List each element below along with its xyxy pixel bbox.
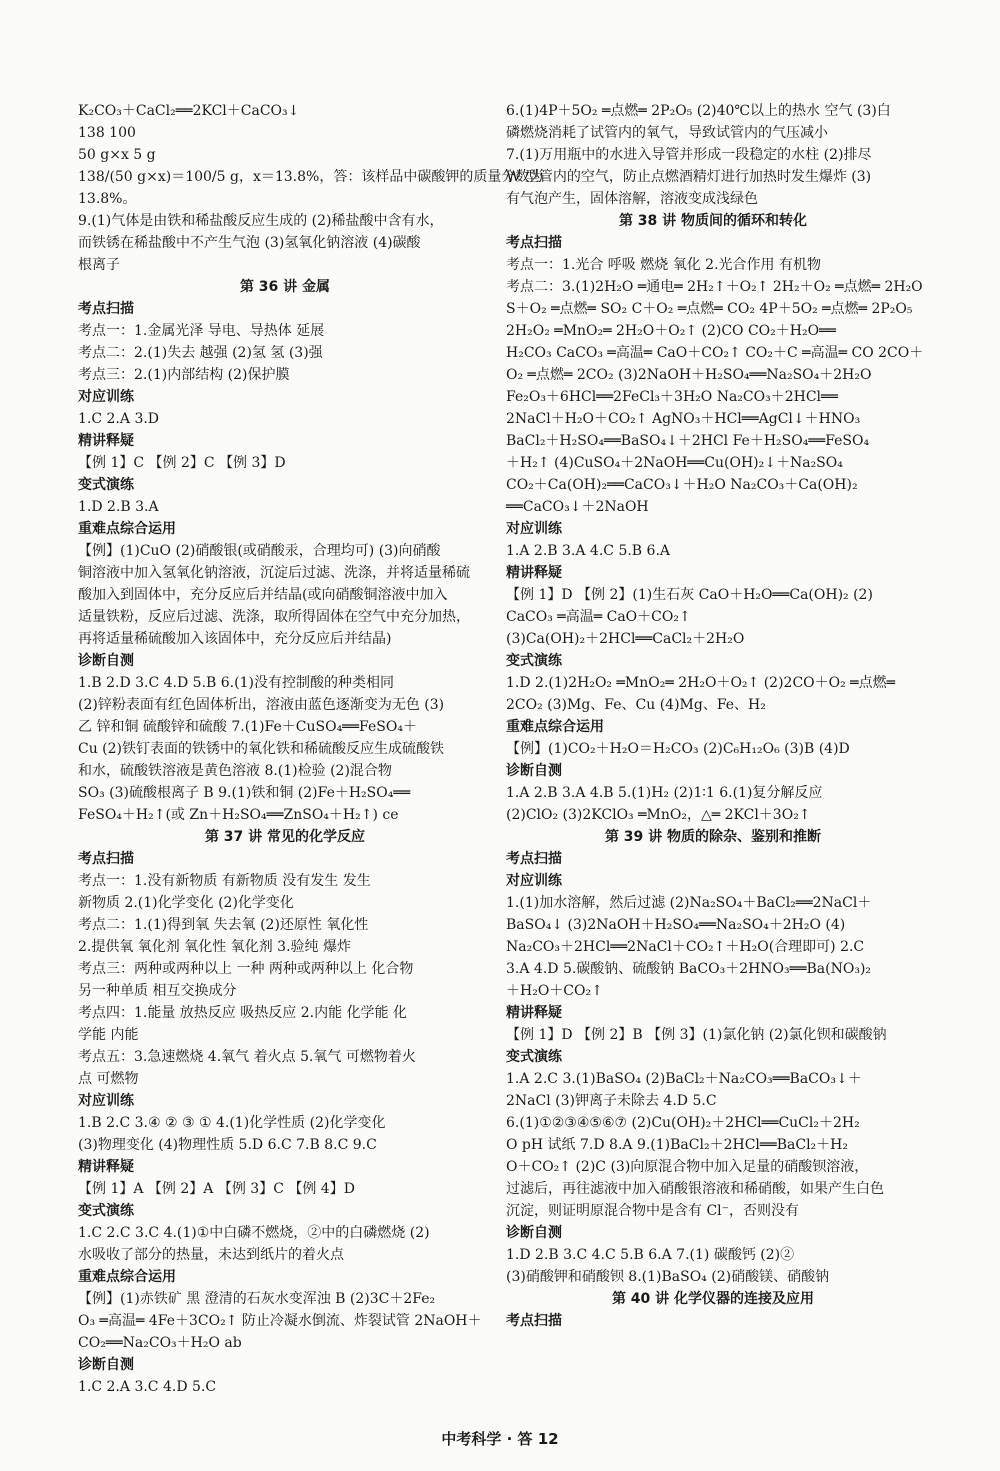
answer-line: 【例 1】D 【例 2】B 【例 3】(1)氯化钠 (2)氯化钡和碳酸钠 [506,1027,887,1043]
section-heading: 精讲释疑 [506,565,562,581]
section-heading: 诊断自测 [506,763,562,779]
lecture-heading: 第 40 讲 化学仪器的连接及应用 [611,1291,815,1307]
answer-line: 6.(1)①②③④⑤⑥⑦ (2)Cu(OH)₂＋2HCl══CuCl₂＋2H₂ [506,1115,860,1131]
answer-line: ══CaCO₃↓＋2NaOH [506,499,649,515]
answer-line: FeSO₄＋H₂↑(或 Zn＋H₂SO₄══ZnSO₄＋H₂↑) ce [78,807,399,823]
answer-line: (3)硝酸钾和硝酸钡 8.(1)BaSO₄ (2)硝酸镁、硝酸钠 [506,1269,830,1285]
answer-line: 2NaCl＋H₂O＋CO₂↑ AgNO₃＋HCl══AgCl↓＋HNO₃ [506,411,861,427]
answer-line: 有气泡产生，固体溶解，溶液变成浅绿色 [506,191,758,207]
answer-line: (2)ClO₂ (3)2KClO₃ ═MnO₂，△═ 2KCl＋3O₂↑ [506,807,811,823]
answer-line: 酸加入到固体中，充分反应后并结晶(或向硝酸铜溶液中加入 [78,587,448,603]
answer-line: 【例】(1)赤铁矿 黑 澄清的石灰水变浑浊 B (2)3C＋2Fe₂ [78,1291,436,1307]
answer-line: 1.D 2.B 3.C 4.C 5.B 6.A 7.(1) 碳酸钙 (2)② [506,1247,795,1263]
answer-line: 【例】(1)CuO (2)硝酸银(或硝酸汞，合理均可) (3)向硝酸 [78,543,441,559]
answer-line: 考点三：2.(1)内部结构 (2)保护膜 [78,367,290,383]
answer-line: 1.C 2.A 3.D [78,411,160,427]
answer-line: 1.D 2.(1)2H₂O₂ ═MnO₂═ 2H₂O＋O₂↑ (2)2CO＋O₂ ═点燃═ [506,675,896,691]
section-heading: 变式演练 [78,477,134,493]
page-footer: 中考科学 · 答 12 [441,1430,559,1448]
section-heading: 对应训练 [506,521,562,537]
answer-line: 1.A 2.B 3.A 4.B 5.(1)H₂ (2)1∶1 6.(1)复分解反应 [506,785,823,801]
answer-line: 考点二：2.(1)失去 越强 (2)氢 氢 (3)强 [78,345,323,361]
answer-line: ＋H₂O＋CO₂↑ [506,983,603,999]
watermark-logo [794,1400,984,1466]
answer-line: 2.提供氧 氧化剂 氧化性 氧化剂 3.验纯 爆炸 [78,939,351,955]
answer-line: 2H₂O₂ ═MnO₂═ 2H₂O＋O₂↑ (2)CO CO₂＋H₂O══ [506,323,836,339]
section-heading: 诊断自测 [506,1225,562,1241]
answer-line: 新物质 2.(1)化学变化 (2)化学变化 [78,895,294,911]
answer-line: 考点二：3.(1)2H₂O ═通电═ 2H₂↑＋O₂↑ 2H₂＋O₂ ═点燃═ 2H₂O [506,279,923,295]
answer-line: 6.(1)4P＋5O₂ ═点燃═ 2P₂O₅ (2)40℃以上的热水 空气 (3)白 [506,103,891,119]
answer-line: (3)Ca(OH)₂＋2HCl══CaCl₂＋2H₂O [506,631,745,647]
answer-line: CaCO₃ ═高温═ CaO＋CO₂↑ [506,609,691,625]
section-heading: 重难点综合运用 [78,1269,176,1285]
section-heading: 变式演练 [506,653,562,669]
section-heading: 变式演练 [506,1049,562,1065]
answer-line: 考点一：1.金属光泽 导电、导热体 延展 [78,323,325,339]
answer-line: 另一种单质 相互交换成分 [78,983,237,999]
answer-line: 1.B 2.C 3.④ ② ③ ① 4.(1)化学性质 (2)化学变化 [78,1115,386,1131]
answer-line: 【例 1】D 【例 2】(1)生石灰 CaO＋H₂O══Ca(OH)₂ (2) [506,587,873,603]
answer-line: Cu (2)铁钉表面的铁锈中的氧化铁和稀硫酸反应生成硫酸铁 [78,741,445,757]
answer-line: 138/(50 g×x)＝100/5 g，x＝13.8%，答：该样品中碳酸钾的质量分数为 [78,169,544,185]
answer-line: S＋O₂ ═点燃═ SO₂ C＋O₂ ═点燃═ CO₂ 4P＋5O₂ ═点燃═ 2P₂O₅ [506,301,913,317]
answer-line: 和水，硫酸铁溶液是黄色溶液 8.(1)检验 (2)混合物 [78,763,392,779]
section-heading: 变式演练 [78,1203,134,1219]
answer-line: BaSO₄↓ (3)2NaOH＋H₂SO₄══Na₂SO₄＋2H₂O (4) [506,917,846,933]
section-heading: 重难点综合运用 [78,521,176,537]
section-heading: 精讲释疑 [506,1005,562,1021]
answer-line: 铜溶液中加入氢氧化钠溶液，沉淀后过滤、洗涤，并将适量稀硫 [78,565,470,581]
answer-line: 考点三：两种或两种以上 一种 两种或两种以上 化合物 [78,961,414,977]
answer-line: 138 100 [78,125,136,141]
answer-line: 考点一：1.没有新物质 有新物质 没有发生 发生 [78,873,371,889]
answer-line: CO₂＋Ca(OH)₂══CaCO₃↓＋H₂O Na₂CO₃＋Ca(OH)₂ [506,477,858,493]
answer-line: 而铁锈在稀盐酸中不产生气泡 (3)氢氧化钠溶液 (4)碳酸 [78,235,421,251]
answer-line: 9.(1)气体是由铁和稀盐酸反应生成的 (2)稀盐酸中含有水， [78,213,444,229]
answer-line: ＋H₂↑ (4)CuSO₄＋2NaOH══Cu(OH)₂↓＋Na₂SO₄ [506,455,843,471]
answer-line: 水吸收了部分的热量，未达到纸片的着火点 [78,1247,344,1263]
answer-line: O＋CO₂↑ (2)C (3)向原混合物中加入足量的硝酸钡溶液， [506,1159,869,1175]
answer-line: 学能 内能 [78,1027,139,1043]
lecture-heading: 第 38 讲 物质间的循环和转化 [618,213,808,229]
lecture-heading: 第 36 讲 金属 [239,279,331,295]
section-heading: 精讲释疑 [78,433,134,449]
answer-line: 考点一：1.光合 呼吸 燃烧 氧化 2.光合作用 有机物 [506,257,821,273]
answer-line: 考点四：1.能量 放热反应 吸热反应 2.内能 化学能 化 [78,1005,407,1021]
answer-line: 根离子 [78,257,120,273]
answer-line: Na₂CO₃＋2HCl══2NaCl＋CO₂↑＋H₂O(合理即可) 2.C [506,939,865,955]
answer-line: 13.8%。 [78,191,137,207]
section-heading: 考点扫描 [78,301,134,317]
answer-line: CO₂══Na₂CO₃＋H₂O ab [78,1335,242,1351]
answer-line: O₃ ═高温═ 4Fe＋3CO₂↑ 防止冷凝水倒流、炸裂试管 2NaOH＋ [78,1313,482,1329]
answer-line: O₂ ═点燃═ 2CO₂ (3)2NaOH＋H₂SO₄══Na₂SO₄＋2H₂O [506,367,872,383]
section-heading: 诊断自测 [78,653,134,669]
section-heading: 诊断自测 [78,1357,134,1373]
answer-line: H₂CO₃ CaCO₃ ═高温═ CaO＋CO₂↑ CO₂＋C ═高温═ CO 2CO＋ [506,345,924,361]
lecture-heading: 第 39 讲 物质的除杂、鉴别和推断 [604,829,822,845]
section-heading: 考点扫描 [78,851,134,867]
answer-line: 沉淀，则证明原混合物中是含有 Cl⁻，否则没有 [506,1203,800,1219]
answer-line: 考点二：1.(1)得到氧 失去氧 (2)还原性 氧化性 [78,917,369,933]
answer-line: 磷燃烧消耗了试管内的氧气，导致试管内的气压减小 [506,125,828,141]
answer-line: O pH 试纸 7.D 8.A 9.(1)BaCl₂＋2HCl══BaCl₂＋H₂ [506,1137,848,1153]
answer-line: (3)物理变化 (4)物理性质 5.D 6.C 7.B 8.C 9.C [78,1137,377,1153]
answer-line: 乙 锌和铜 硫酸锌和硫酸 7.(1)Fe＋CuSO₄══FeSO₄＋ [78,719,417,735]
section-heading: 对应训练 [78,389,134,405]
answer-line: 点 可燃物 [78,1071,139,1087]
answer-line: 1.A 2.B 3.A 4.C 5.B 6.A [506,543,671,559]
section-heading: 对应训练 [78,1093,134,1109]
answer-line: SO₃ (3)硫酸根离子 B 9.(1)铁和铜 (2)Fe＋H₂SO₄══ [78,785,411,801]
answer-line: 1.A 2.C 3.(1)BaSO₄ (2)BaCl₂＋Na₂CO₃══BaCO₃↓＋ [506,1071,862,1087]
answer-line: 【例】(1)CO₂＋H₂O＝H₂CO₃ (2)C₆H₁₂O₆ (3)B (4)D [506,741,850,757]
section-heading: 考点扫描 [506,1313,562,1329]
answer-line: 1.C 2.C 3.C 4.(1)①中白磷不燃烧，②中的白磷燃烧 (2) [78,1225,430,1241]
answer-line: 50 g×x 5 g [78,147,156,163]
answer-line: 【例 1】C 【例 2】C 【例 3】D [78,455,286,471]
answer-line: 3.A 4.D 5.碳酸钠、硫酸钠 BaCO₃＋2HNO₃══Ba(NO₃)₂ [506,961,872,977]
section-heading: 重难点综合运用 [506,719,604,735]
answer-line: 1.D 2.B 3.A [78,499,159,515]
answer-line: 过滤后，再往滤液中加入硝酸银溶液和稀硝酸，如果产生白色 [506,1181,884,1197]
section-heading: 精讲释疑 [78,1159,134,1175]
answer-line: 再将适量稀硫酸加入该固体中，充分反应后并结晶) [78,631,392,647]
answer-line: BaCl₂＋H₂SO₄══BaSO₄↓＋2HCl Fe＋H₂SO₄══FeSO₄ [506,433,870,449]
answer-line: (2)锌粉表面有红色固体析出，溶液由蓝色逐渐变为无色 (3) [78,697,445,713]
answer-line: Fe₂O₃＋6HCl══2FeCl₃＋3H₂O Na₂CO₃＋2HCl══ [506,389,838,405]
section-heading: 考点扫描 [506,235,562,251]
answer-line: 2NaCl (3)钾离子未除去 4.D 5.C [506,1093,717,1109]
answer-line: 考点五：3.急速燃烧 4.氧气 着火点 5.氧气 可燃物着火 [78,1049,416,1065]
answer-line: 适量铁粉，反应后过滤、洗涤，取所得固体在空气中充分加热， [78,609,470,625]
section-heading: 考点扫描 [506,851,562,867]
answer-line: 7.(1)万用瓶中的水进入导管并形成一段稳定的水柱 (2)排尽 [506,147,872,163]
answer-line: 1.C 2.A 3.C 4.D 5.C [78,1379,217,1395]
answer-line: 2CO₂ (3)Mg、Fe、Cu (4)Mg、Fe、H₂ [506,697,766,713]
section-heading: 对应训练 [506,873,562,889]
answer-line: 1.B 2.D 3.C 4.D 5.B 6.(1)没有控制酸的种类相同 [78,675,394,691]
lecture-heading: 第 37 讲 常见的化学反应 [204,829,366,845]
answer-line: W 型管内的空气，防止点燃酒精灯进行加热时发生爆炸 (3) [506,169,872,185]
answer-line: 1.(1)加水溶解，然后过滤 (2)Na₂SO₄＋BaCl₂══2NaCl＋ [506,895,872,911]
answer-line: 【例 1】A 【例 2】A 【例 3】C 【例 4】D [78,1181,355,1197]
answer-line: K₂CO₃＋CaCl₂══2KCl＋CaCO₃↓ [78,103,300,119]
